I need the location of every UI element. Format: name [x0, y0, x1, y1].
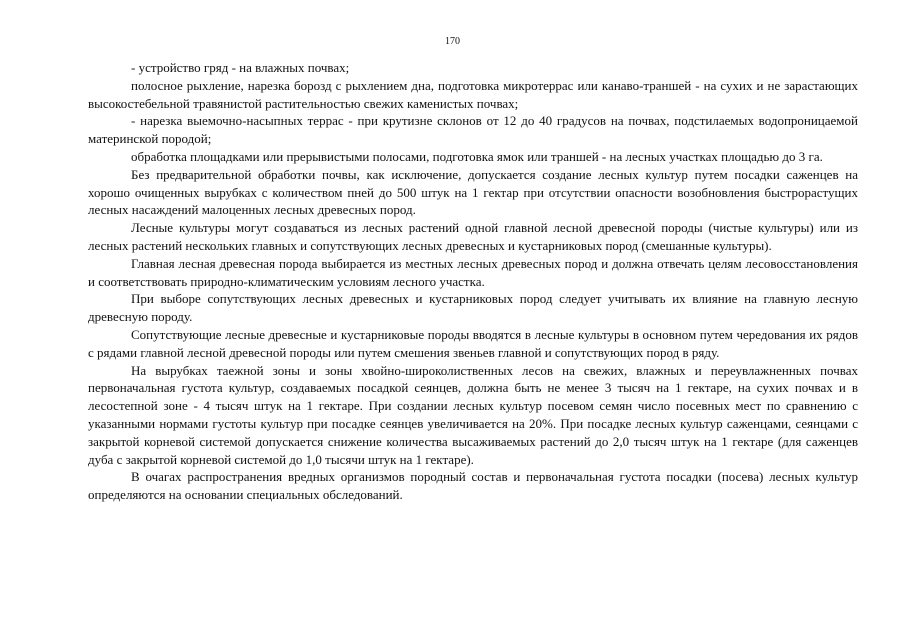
paragraph: - устройство гряд - на влажных почвах;	[131, 60, 350, 75]
document-body	[88, 59, 858, 504]
paragraph: полосное рыхление, нарезка борозд с рыхлением дна, подготовка микротеррас или канаво-траншей - на сухих и не зарастающих высокостебельной травянистой растительностью свежих каменистых почвах;	[88, 77, 858, 111]
paragraph: Главная лесная древесная порода выбирается из местных лесных древесных пород и должна отвечать целям лесовосстановления и соответствовать природно-климатическим условиям лесного участка.	[88, 255, 858, 289]
paragraph: В очагах распространения вредных организмов породный состав и первоначальная густота посадки (посева) лесных культур определяются на основании специальных обследований.	[88, 469, 858, 503]
page-number: 170	[445, 36, 460, 47]
paragraph: Лесные культуры могут создаваться из лесных растений одной главной лесной древесной породы (чистые культуры) или из лесных растений нескольких главных и сопутствующих лесных древесных и кустарниковых пород (смешанные культуры).	[88, 220, 858, 253]
paragraph: При выборе сопутствующих лесных древесных и кустарниковых пород следует учитывать их влияние на главную лесную древесную породу.	[88, 291, 858, 325]
paragraph: Без предварительной обработки почвы, как исключение, допускается создание лесных культур путем посадки саженцев на хорошо очищенных вырубках с количеством пней до 500 штук на 1 гектар при отсутствии опасности возобновления быстрорастущих лесных насаждений малоценных лесных древесных пород.	[88, 166, 858, 218]
paragraph: - нарезка выемочно-насыпных террас - при крутизне склонов от 12 до 40 градусов на почвах, подстилаемых водопроницаемой материнской породой;	[88, 113, 858, 147]
paragraph: Сопутствующие лесные древесные и кустарниковые породы вводятся в лесные культуры в основном путем чередования их рядов с рядами главной лесной древесной породы или путем смешения звеньев главной и сопутствующих пород в ряду.	[88, 326, 858, 360]
paragraph: На вырубках таежной зоны и зоны хвойно-широколиственных лесов на свежих, влажных и переувлажненных почвах первоначальная густота культур, создаваемых посадкой сеянцев, должна быть не менее 3 тысяч на 1 гектаре, на сухих почвах и в лесостепной зоне - 4 тысяч штук на 1 гектаре. При создании лесных культур посевом семян число посевных мест по сравнению с указанными нормами густоты культур при посадке сеянцев увеличивается на 20%. При посадке лесных культур саженцами, сеянцами с закрытой корневой системой допускается снижение количества высаживаемых растений до 2,0 тысяч штук на 1 гектаре (для саженцев дуба с закрытой корневой системой до 1,0 тысячи штук на 1 гектаре).	[88, 362, 858, 467]
paragraph: обработка площадками или прерывистыми полосами, подготовка ямок или траншей - на лесных участках площадью до 3 га.	[131, 148, 823, 164]
